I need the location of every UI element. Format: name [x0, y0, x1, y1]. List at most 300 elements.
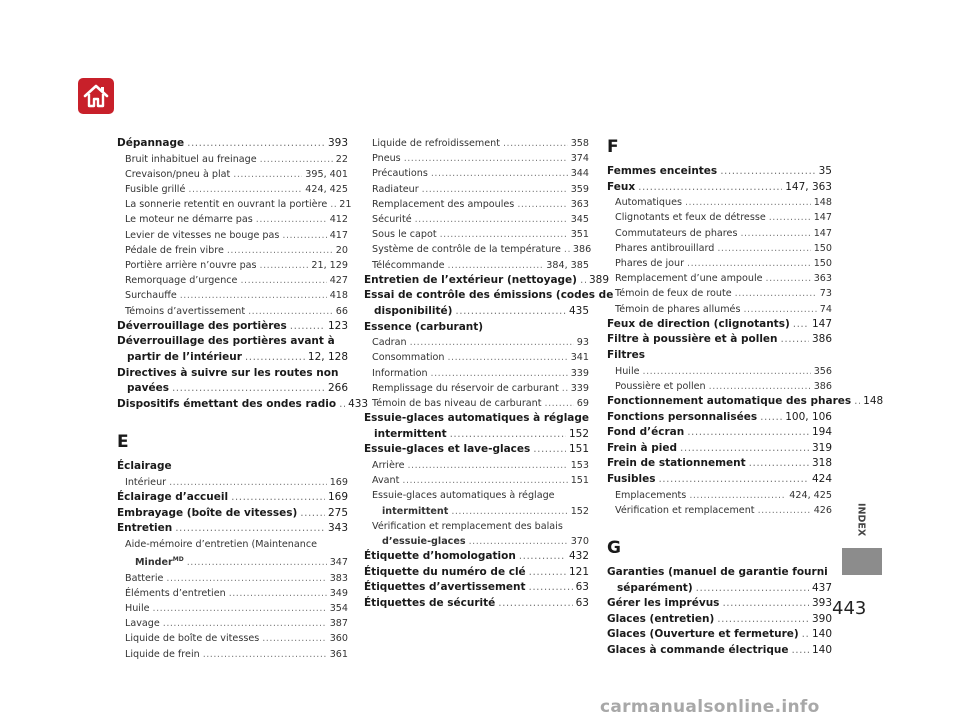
- index-subentry: [364, 136, 589, 151]
- page-reference[interactable]: 73: [819, 288, 832, 300]
- dot-leader: [498, 596, 572, 612]
- index-term-continuation: [607, 581, 832, 597]
- dot-leader: [451, 504, 567, 519]
- dot-leader: [743, 302, 816, 317]
- dot-leader: [153, 601, 327, 616]
- page-reference[interactable]: 169: [327, 491, 348, 504]
- dot-leader: [260, 152, 333, 167]
- index-subentry: [117, 601, 348, 616]
- page-reference[interactable]: 370: [570, 536, 589, 548]
- index-term: Crevaison/pneu à plat: [125, 168, 231, 180]
- dot-leader: [300, 506, 325, 522]
- page-reference[interactable]: 341: [570, 352, 589, 364]
- dot-leader: [447, 350, 567, 365]
- index-column-2: [364, 136, 614, 612]
- index-subentry: [607, 379, 832, 394]
- page-reference[interactable]: 140: [811, 643, 832, 656]
- index-entry: [364, 442, 589, 458]
- page-reference[interactable]: 374: [570, 153, 589, 165]
- index-term: intermittent: [374, 427, 447, 440]
- page-reference[interactable]: 426: [813, 504, 832, 516]
- dot-leader: [290, 319, 325, 335]
- page-reference[interactable]: 424, 425: [305, 184, 348, 195]
- index-subentry: [117, 616, 348, 631]
- page-reference[interactable]: 384, 385: [546, 259, 589, 271]
- index-term: La sonnerie retentit en ouvrant la portière: [125, 199, 328, 211]
- index-term: Garanties (manuel de garantie fourni: [607, 565, 828, 578]
- dot-leader: [172, 381, 325, 397]
- page-reference[interactable]: 152: [568, 427, 589, 440]
- page-reference[interactable]: 20: [335, 244, 348, 256]
- page-reference[interactable]: 363: [570, 198, 589, 210]
- index-term: Éléments d’entretien: [125, 587, 226, 599]
- index-entry: [607, 596, 832, 612]
- page-reference[interactable]: 437: [811, 581, 832, 594]
- index-term: Avant: [372, 475, 400, 487]
- index-term: Glaces à commande électrique: [607, 643, 789, 656]
- index-side-tab[interactable]: [842, 548, 882, 575]
- index-term: Fond d’écran: [607, 426, 685, 439]
- index-term: Système de contrôle de la température: [372, 244, 561, 256]
- index-subentry: [364, 242, 592, 257]
- dot-leader: [163, 616, 327, 631]
- dot-leader: [717, 241, 810, 256]
- dot-leader: [330, 197, 336, 212]
- index-subentry: [364, 227, 589, 242]
- dot-leader: [203, 647, 327, 662]
- index-entry: [607, 472, 832, 488]
- index-entry: [607, 627, 832, 643]
- page-reference[interactable]: 383: [329, 572, 348, 584]
- index-subentry: [607, 210, 832, 225]
- index-entry: [607, 332, 832, 348]
- dot-leader: [740, 226, 810, 241]
- dot-leader: [760, 410, 782, 426]
- dot-leader: [529, 565, 566, 581]
- dot-leader: [248, 304, 333, 319]
- index-term: Directives à suivre sur les routes non: [117, 366, 339, 379]
- dot-leader: [533, 442, 566, 458]
- index-term: Étiquettes de sécurité: [364, 597, 496, 609]
- dot-leader: [166, 571, 326, 586]
- index-term: d’essuie-glaces: [382, 536, 466, 548]
- dot-leader: [410, 335, 574, 350]
- dot-leader: [562, 381, 568, 396]
- page-reference[interactable]: 147: [813, 212, 832, 224]
- index-term: Gérer les imprévus: [607, 597, 720, 610]
- index-term: Pédale de frein vibre: [125, 244, 224, 256]
- index-subentry: [117, 571, 348, 586]
- index-term: Remplissage du réservoir de carburant: [372, 382, 559, 394]
- dot-leader: [415, 212, 568, 227]
- dot-leader: [450, 427, 566, 443]
- index-entry: [607, 456, 832, 472]
- index-term: Filtre à poussière et à pollen: [607, 333, 778, 346]
- index-subentry: [117, 273, 348, 288]
- index-entry: [364, 565, 589, 581]
- index-term: Commutateurs de phares: [615, 227, 738, 239]
- index-term: Remplacement d’une ampoule: [615, 273, 763, 285]
- page-reference[interactable]: 148: [863, 395, 884, 407]
- index-term: Arrière: [372, 460, 405, 471]
- page-reference[interactable]: 318: [811, 457, 832, 470]
- page-reference[interactable]: 433: [348, 397, 369, 410]
- index-term: Feux de direction (clignotants): [607, 317, 790, 330]
- home-icon: [82, 83, 110, 109]
- page-reference[interactable]: 386: [572, 244, 592, 256]
- index-entry: [607, 317, 832, 333]
- page-reference[interactable]: 319: [811, 441, 832, 454]
- page-reference[interactable]: 63: [575, 581, 589, 594]
- page-reference[interactable]: 427: [329, 275, 348, 287]
- index-term: Embrayage (boîte de vitesses): [117, 506, 298, 519]
- page-reference[interactable]: 393: [327, 137, 348, 149]
- section-letter-heading: F: [607, 137, 619, 157]
- index-term: Surchauffe: [125, 290, 177, 302]
- index-entry: [364, 519, 589, 549]
- dot-leader: [802, 627, 809, 643]
- page-reference[interactable]: 356: [813, 365, 832, 377]
- page-reference[interactable]: 147: [813, 227, 832, 239]
- dot-leader: [229, 586, 327, 601]
- page-reference[interactable]: 361: [329, 648, 348, 660]
- index-term: Déverrouillage des portières: [117, 319, 287, 332]
- page-reference[interactable]: 386: [811, 333, 832, 346]
- index-subentry: [607, 271, 832, 286]
- index-entry: [607, 348, 832, 364]
- index-term: Étiquette d’homologation: [364, 550, 516, 563]
- index-term: Feux: [607, 180, 636, 193]
- dot-leader: [339, 397, 345, 413]
- index-subentry: [364, 396, 589, 411]
- index-entry: [117, 334, 348, 365]
- dot-leader: [404, 151, 568, 166]
- index-term: Frein à pied: [607, 441, 678, 454]
- index-entry: [364, 549, 589, 565]
- page-reference[interactable]: 359: [570, 183, 589, 195]
- index-entry: [607, 164, 832, 180]
- index-subentry: [607, 256, 832, 271]
- index-subentry: [607, 503, 832, 518]
- page-reference[interactable]: 424: [811, 472, 832, 485]
- dot-leader: [638, 180, 782, 196]
- page-reference[interactable]: 147, 363: [785, 180, 832, 193]
- index-term: Glaces (Ouverture et fermeture): [607, 628, 799, 641]
- page-number: 443: [832, 598, 867, 619]
- page-reference[interactable]: 435: [568, 305, 589, 318]
- index-term: Information: [372, 367, 428, 379]
- index-term: Sous le capot: [372, 229, 437, 241]
- page-reference[interactable]: 424, 425: [789, 489, 832, 501]
- index-term: Témoins d’avertissement: [125, 305, 246, 317]
- page-reference[interactable]: 345: [570, 214, 589, 226]
- page-reference[interactable]: 347: [329, 557, 348, 569]
- dot-leader: [455, 304, 566, 320]
- index-subentry: [364, 166, 589, 181]
- index-entry: [607, 612, 832, 628]
- index-term: Portière arrière n’ouvre pas: [125, 260, 257, 272]
- page-reference[interactable]: 387: [329, 618, 348, 630]
- index-subentry: [117, 304, 348, 319]
- index-subentry: [117, 182, 348, 197]
- index-subentry: [364, 197, 589, 212]
- dot-leader: [685, 195, 811, 210]
- index-term: Phares de jour: [615, 258, 685, 269]
- page-reference[interactable]: 344: [570, 168, 589, 180]
- page-reference[interactable]: 266: [327, 382, 348, 395]
- index-term: Essuie-glaces et lave-glaces: [364, 443, 531, 456]
- index-subentry: [364, 381, 589, 396]
- page-reference[interactable]: 169: [329, 476, 348, 488]
- index-term: Témoin de bas niveau de carburant: [372, 398, 542, 410]
- index-entry: [607, 180, 832, 196]
- index-subentry: [364, 458, 589, 473]
- index-column-1: [117, 136, 369, 662]
- index-entry: [117, 490, 348, 506]
- page-reference[interactable]: 390: [811, 612, 832, 625]
- trademark-superscript: MD: [172, 556, 184, 564]
- index-subentry: [364, 182, 589, 197]
- page-reference[interactable]: 21, 129: [311, 260, 348, 272]
- index-subentry: [117, 586, 348, 601]
- page-reference[interactable]: 363: [813, 273, 832, 285]
- page-reference[interactable]: 12, 128: [307, 351, 348, 364]
- page-reference[interactable]: 354: [329, 602, 348, 614]
- index-subentry: [607, 195, 832, 210]
- page-reference[interactable]: 417: [329, 229, 348, 241]
- index-subentry: [364, 258, 589, 273]
- page-reference[interactable]: 386: [813, 380, 832, 392]
- index-term: Huile: [615, 365, 640, 377]
- dot-leader: [717, 612, 809, 628]
- page-reference[interactable]: 123: [327, 319, 348, 332]
- index-entry: [607, 394, 884, 410]
- index-term: Cadran: [372, 337, 407, 349]
- index-term: Radiateur: [372, 183, 419, 195]
- index-term: Déverrouillage des portières avant à: [117, 335, 335, 348]
- index-subentry: [117, 475, 348, 490]
- page-reference[interactable]: 63: [575, 597, 589, 609]
- index-term: Étiquettes d’avertissement: [364, 581, 526, 594]
- dot-leader: [227, 243, 333, 258]
- dot-leader: [722, 596, 809, 612]
- index-term: Précautions: [372, 168, 428, 180]
- index-entry: [117, 459, 348, 475]
- dot-leader: [758, 503, 811, 518]
- index-term: Minder$^{MD}$: [135, 556, 184, 569]
- dot-leader: [545, 396, 574, 411]
- index-subentry: [607, 286, 832, 301]
- index-entry: [364, 273, 610, 289]
- index-term-continuation: [117, 350, 348, 366]
- page-reference[interactable]: 339: [570, 382, 590, 394]
- index-term: Levier de vitesses ne bouge pas: [125, 229, 280, 241]
- page-reference[interactable]: 349: [329, 587, 348, 599]
- index-entry: [364, 288, 614, 319]
- page-reference[interactable]: 275: [327, 506, 348, 519]
- page-reference[interactable]: 22: [335, 153, 348, 165]
- index-term-continuation: [125, 552, 348, 570]
- index-term: Essuie-glaces automatiques à réglage: [372, 490, 555, 502]
- dot-leader: [180, 288, 327, 303]
- index-subentry: [117, 647, 348, 662]
- index-term: Dépannage: [117, 137, 185, 149]
- index-term: Remorquage d’urgence: [125, 275, 238, 287]
- dot-leader: [240, 273, 326, 288]
- dot-leader: [408, 458, 568, 473]
- page-reference[interactable]: 360: [329, 633, 348, 645]
- index-term: partir de l’intérieur: [127, 351, 242, 364]
- index-term: Intérieur: [125, 476, 167, 488]
- home-button[interactable]: [78, 78, 114, 114]
- page-reference[interactable]: 35: [818, 165, 832, 177]
- page-reference[interactable]: 150: [813, 242, 832, 254]
- index-term: Glaces (entretien): [607, 612, 715, 625]
- page-reference[interactable]: 432: [568, 550, 589, 563]
- index-entry: [117, 521, 348, 537]
- index-term: Poussière et pollen: [615, 380, 706, 392]
- dot-leader: [440, 227, 568, 242]
- dot-leader: [431, 366, 568, 381]
- page-reference[interactable]: 150: [813, 258, 832, 269]
- index-term-continuation: [117, 381, 348, 397]
- dot-leader: [854, 394, 860, 410]
- index-term: Liquide de frein: [125, 648, 200, 660]
- index-term: Liquide de refroidissement: [372, 138, 500, 149]
- page-reference[interactable]: 66: [335, 305, 348, 317]
- dot-leader: [791, 643, 809, 659]
- index-term: pavées: [127, 382, 169, 395]
- dot-leader: [689, 488, 786, 503]
- dot-leader: [402, 473, 567, 488]
- index-subentry: [607, 364, 832, 379]
- index-subentry: [117, 152, 348, 167]
- index-term: Entretien de l’extérieur (nettoyage): [364, 273, 577, 286]
- page-reference[interactable]: 393: [811, 597, 832, 610]
- page-reference[interactable]: 151: [570, 475, 589, 487]
- dot-leader: [188, 182, 302, 197]
- index-term: Vérification et remplacement des balais: [372, 520, 563, 532]
- index-term-continuation: [372, 534, 589, 549]
- page-reference[interactable]: 343: [327, 522, 348, 535]
- page-reference[interactable]: 153: [570, 460, 589, 471]
- index-term: Éclairage: [117, 460, 172, 473]
- section-letter-heading: E: [117, 432, 129, 453]
- index-subentry: [117, 197, 352, 212]
- index-subentry: [364, 366, 589, 381]
- index-subentry: [364, 151, 589, 166]
- index-subentry: [117, 228, 348, 243]
- index-term: Lavage: [125, 618, 160, 630]
- dot-leader: [696, 581, 809, 597]
- page-reference[interactable]: 21: [339, 199, 352, 211]
- dot-leader: [469, 534, 568, 549]
- index-term: Consommation: [372, 352, 445, 364]
- page-reference[interactable]: 339: [570, 367, 589, 379]
- index-term: disponibilité): [374, 305, 453, 318]
- index-term: Clignotants et feux de détresse: [615, 212, 766, 224]
- dot-leader: [260, 258, 309, 273]
- page-reference[interactable]: 151: [568, 443, 589, 456]
- index-term: Entretien: [117, 522, 173, 535]
- index-subentry: [364, 212, 589, 227]
- dot-leader: [687, 256, 811, 271]
- page-reference[interactable]: 395, 401: [305, 168, 348, 180]
- page-reference[interactable]: 412: [329, 214, 348, 226]
- page-reference[interactable]: 147: [811, 317, 832, 330]
- dot-leader: [169, 475, 327, 490]
- index-subentry: [607, 488, 832, 503]
- page-reference[interactable]: 194: [811, 426, 832, 439]
- index-term: Femmes enceintes: [607, 165, 718, 177]
- index-entry: [117, 537, 348, 571]
- dot-leader: [709, 379, 811, 394]
- index-term: Filtres: [607, 349, 645, 361]
- dot-leader: [680, 441, 809, 457]
- dot-leader: [580, 273, 586, 289]
- dot-leader: [781, 332, 809, 348]
- index-subentry: [607, 302, 832, 317]
- index-term: Fonctionnement automatique des phares: [607, 395, 852, 407]
- page-reference[interactable]: 389: [588, 273, 610, 286]
- dot-leader: [529, 580, 573, 596]
- page-reference[interactable]: 69: [576, 398, 589, 410]
- page-reference[interactable]: 418: [329, 290, 348, 302]
- dot-leader: [643, 364, 811, 379]
- index-term: Témoin de phares allumés: [615, 303, 741, 315]
- index-subentry: [117, 212, 348, 227]
- dot-leader: [793, 317, 809, 333]
- index-term: Bruit inhabituel au freinage: [125, 153, 257, 165]
- dot-leader: [233, 167, 302, 182]
- page-reference[interactable]: 140: [811, 628, 832, 641]
- index-term: Frein de stationnement: [607, 457, 746, 470]
- page-reference[interactable]: 152: [570, 505, 589, 517]
- page-reference[interactable]: 93: [576, 337, 589, 349]
- page-reference[interactable]: 74: [819, 303, 832, 315]
- index-term: Emplacements: [615, 489, 687, 501]
- index-entry: [607, 643, 832, 659]
- page-reference[interactable]: 148: [813, 197, 832, 209]
- dot-leader: [503, 136, 568, 151]
- index-entry: [364, 320, 589, 336]
- dot-leader: [231, 490, 325, 506]
- index-term: Automatiques: [615, 197, 682, 209]
- index-entry: [364, 488, 589, 518]
- index-subentry: [364, 335, 589, 350]
- page-reference[interactable]: 100, 106: [785, 410, 832, 423]
- watermark: carmanualsonline.info: [600, 697, 820, 717]
- page-reference[interactable]: 358: [570, 138, 589, 149]
- page-reference[interactable]: 351: [570, 229, 589, 241]
- dot-leader: [766, 271, 811, 286]
- index-subentry: [117, 258, 348, 273]
- dot-leader: [187, 555, 327, 570]
- page-reference[interactable]: 121: [568, 565, 589, 578]
- index-term: Télécommande: [372, 259, 445, 271]
- dot-leader: [735, 286, 817, 301]
- dot-leader: [448, 258, 544, 273]
- dot-leader: [431, 166, 568, 181]
- dot-leader: [519, 549, 566, 565]
- index-entry: [607, 441, 832, 457]
- index-subentry: [364, 473, 589, 488]
- dot-leader: [282, 228, 326, 243]
- index-subentry: [607, 226, 832, 241]
- index-subentry: [117, 288, 348, 303]
- index-entry: [607, 410, 832, 426]
- index-entry: [117, 366, 348, 397]
